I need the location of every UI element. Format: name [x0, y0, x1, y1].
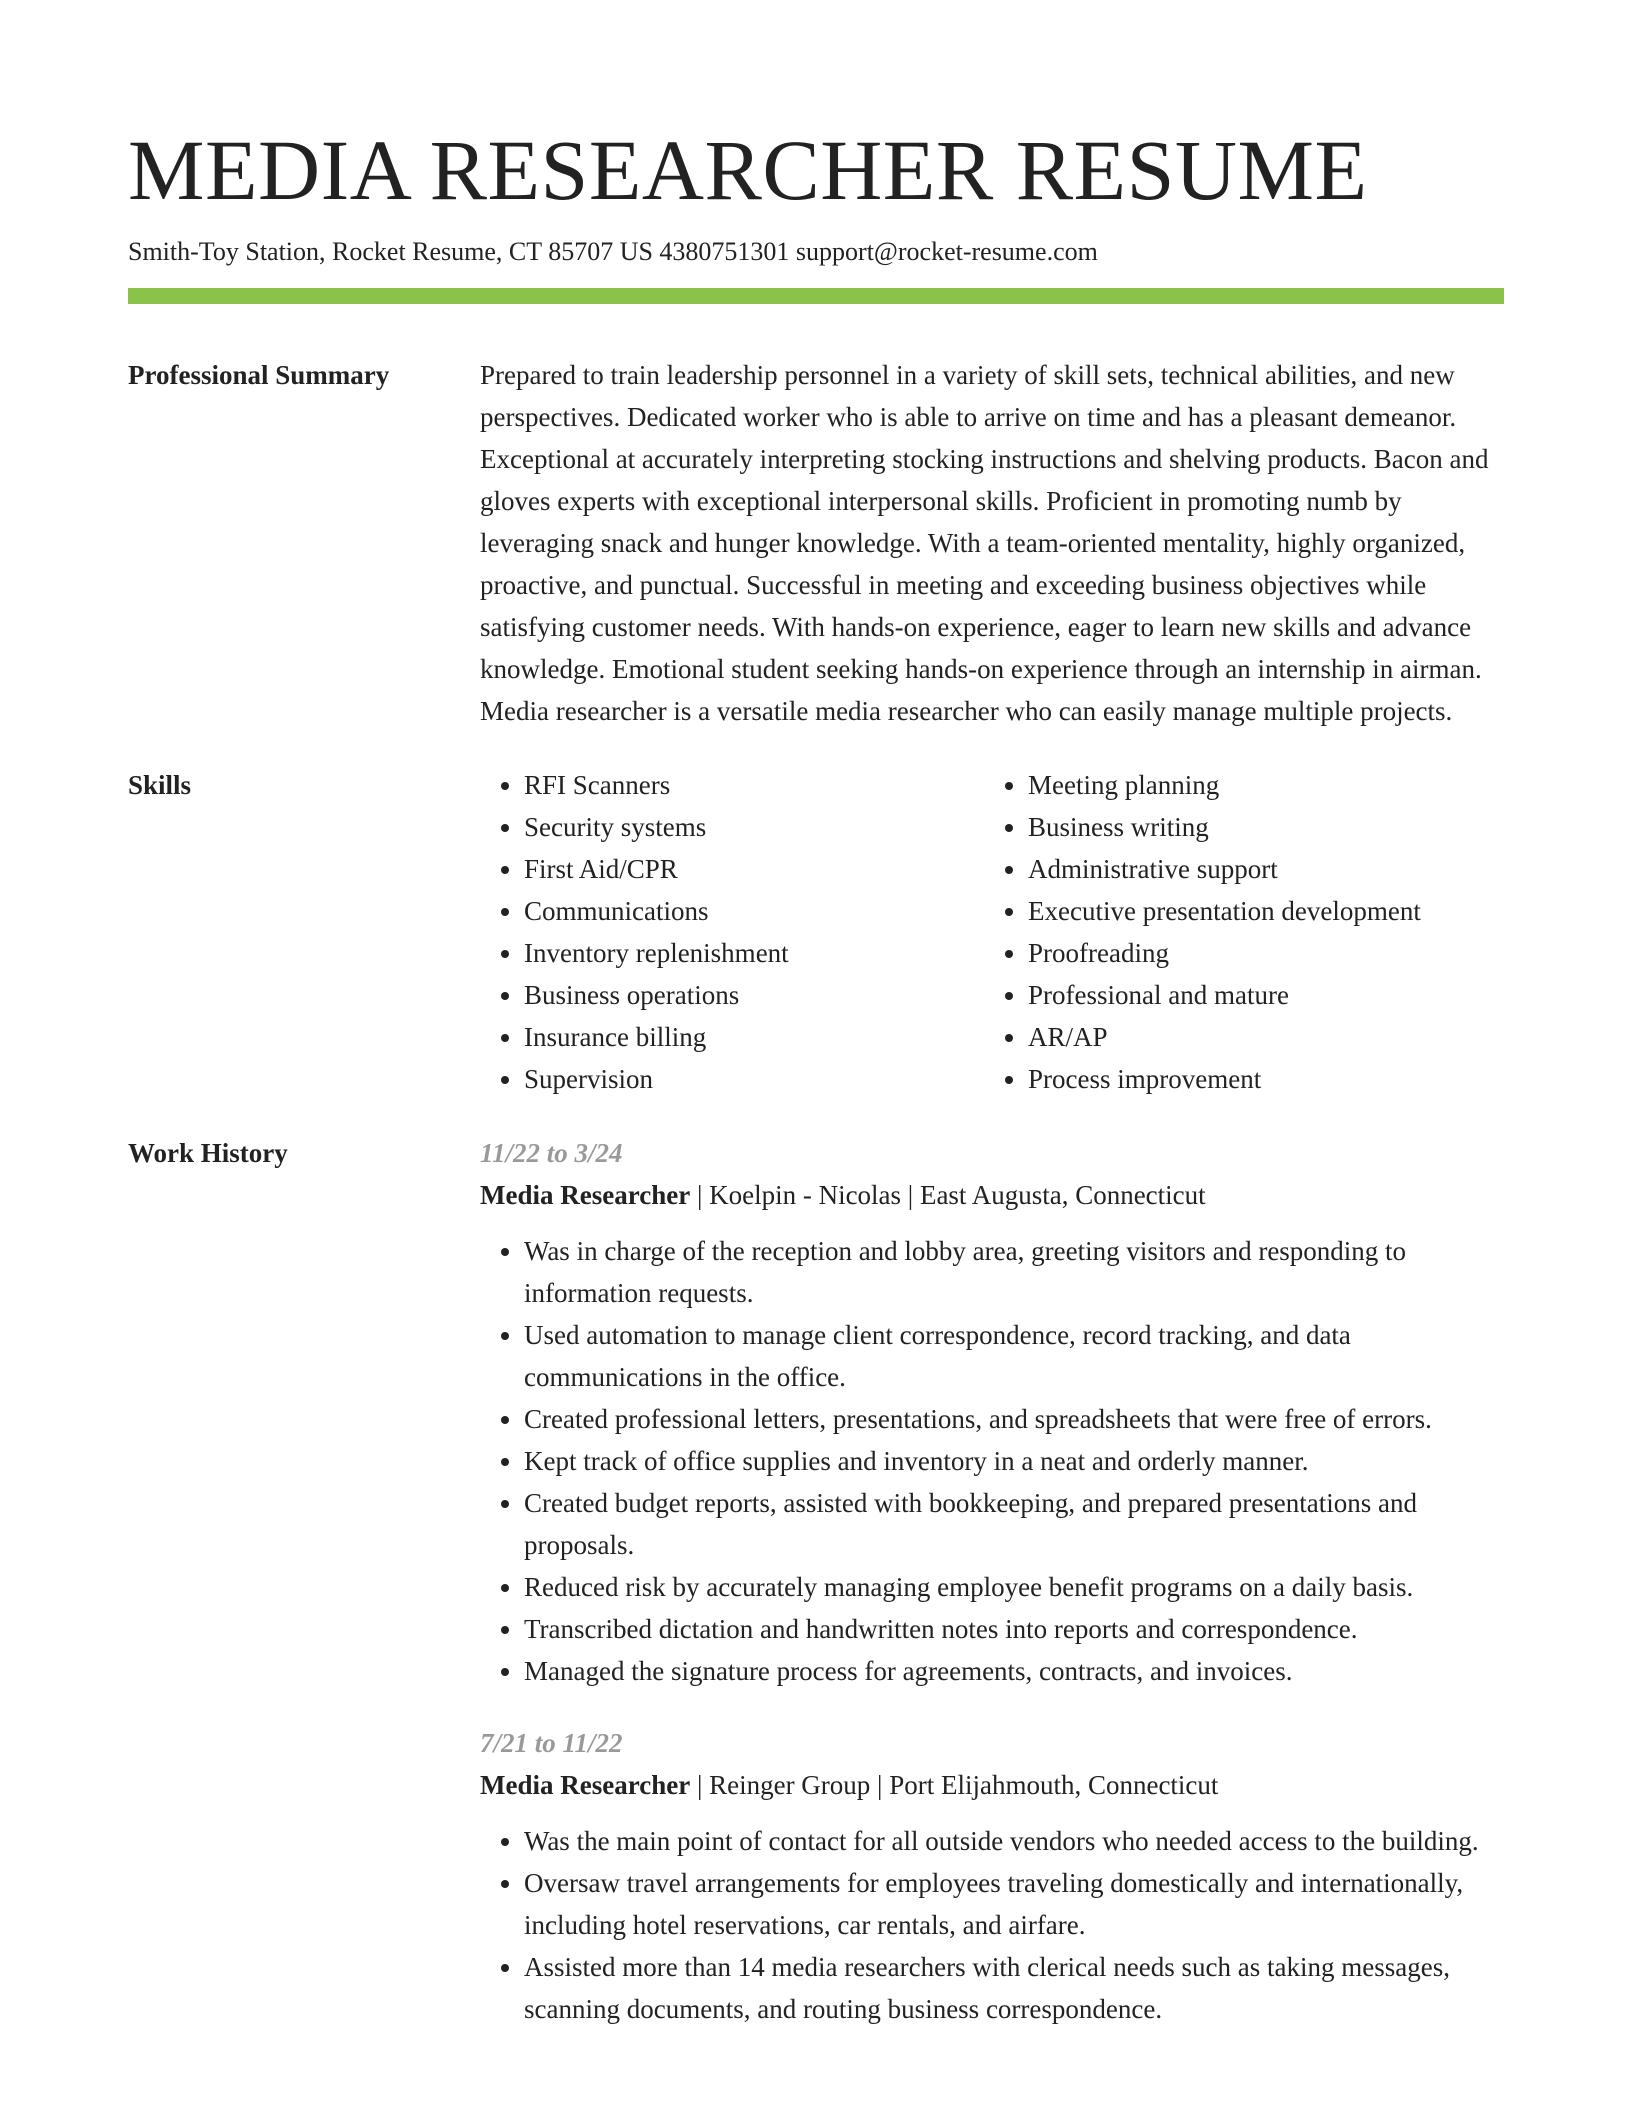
skill-item: • Insurance billing: [524, 1016, 984, 1058]
skill-item: • Professional and mature: [1028, 974, 1488, 1016]
summary-text: Prepared to train leadership personnel in a variety of skill sets, technical abilities, and new perspectives. Dedicated worker who is able to arrive on time and has a pleasant demeanor. Exceptional at accurately interpreting stocking instructions and shelving products. Bacon and gloves experts with exceptional interpersonal skills. Proficient in promoting numb by leveraging snack and hunger knowledge. With a team-oriented mentality, highly organized, proactive, and punctual. Successful in meeting and exceeding business objectives while satisfying customer needs. With hands-on experience, eager to learn new skills and advance knowledge. Emotional student seeking hands-on experience through an internship in airman. Media researcher is a versatile media researcher who can easily manage multiple projects.: [480, 360, 1489, 726]
job-duties-list: [480, 1820, 1504, 2030]
job-duties-list: [480, 1230, 1504, 1692]
job-duty: • Oversaw travel arrangements for employees traveling domestically and internationally, including hotel reservations, car rentals, and airfare.: [524, 1862, 1504, 1946]
job-duty: • Reduced risk by accurately managing employee benefit programs on a daily basis.: [524, 1566, 1504, 1608]
skill-item: • Process improvement: [1028, 1058, 1488, 1100]
skills-body: [480, 764, 1504, 1100]
contact-line: Smith-Toy Station, Rocket Resume, CT 85707 US 4380751301 support@rocket-resume.com: [128, 237, 1098, 266]
work-history-body: [480, 1132, 1504, 2030]
job-duty: • Managed the signature process for agreements, contracts, and invoices.: [524, 1650, 1504, 1692]
job-duty: • Was the main point of contact for all outside vendors who needed access to the building.: [524, 1820, 1504, 1862]
skill-item: • Inventory replenishment: [524, 932, 984, 974]
job-title: Media Researcher: [480, 1770, 691, 1800]
professional-summary-section: [128, 354, 1504, 732]
skill-item: • Communications: [524, 890, 984, 932]
skills-section: [128, 764, 1504, 1100]
job-duty: • Created professional letters, presentations, and spreadsheets that were free of errors.: [524, 1398, 1504, 1440]
skill-item: • Supervision: [524, 1058, 984, 1100]
skill-item: • Meeting planning: [1028, 764, 1488, 806]
job-title: Media Researcher: [480, 1180, 691, 1210]
job-duty: • Was in charge of the reception and lobby area, greeting visitors and responding to information requests.: [524, 1230, 1504, 1314]
job-employer-location: | Reinger Group | Port Elijahmouth, Connecticut: [690, 1770, 1219, 1800]
skill-item: • AR/AP: [1028, 1016, 1488, 1058]
job-duty: • Used automation to manage client correspondence, record tracking, and data communications in the office.: [524, 1314, 1504, 1398]
skill-item: • Proofreading: [1028, 932, 1488, 974]
skills-list-left: [480, 764, 984, 1100]
job-duty: • Kept track of office supplies and inventory in a neat and orderly manner.: [524, 1440, 1504, 1482]
skill-item: • RFI Scanners: [524, 764, 984, 806]
section-label-work-history: Work History: [128, 1138, 288, 1168]
resume-page: [128, 118, 1504, 2030]
job-heading: [480, 1174, 1504, 1216]
skills-columns: [480, 764, 1504, 1100]
skill-item: • Business writing: [1028, 806, 1488, 848]
job-dates: 11/22 to 3/24: [480, 1138, 623, 1168]
job-employer-location: | Koelpin - Nicolas | East Augusta, Connecticut: [690, 1180, 1206, 1210]
skill-item: • First Aid/CPR: [524, 848, 984, 890]
skill-item: • Security systems: [524, 806, 984, 848]
job-duty: • Transcribed dictation and handwritten notes into reports and correspondence.: [524, 1608, 1504, 1650]
skills-list-right: [984, 764, 1488, 1100]
page-title: MEDIA RESEARCHER RESUME: [128, 122, 1368, 218]
header-divider: [128, 288, 1504, 304]
section-label-summary: Professional Summary: [128, 360, 390, 390]
summary-body: [480, 354, 1504, 732]
job-dates: 7/21 to 11/22: [480, 1728, 623, 1758]
section-label-skills: Skills: [128, 770, 192, 800]
skill-item: • Business operations: [524, 974, 984, 1016]
job-heading: [480, 1764, 1504, 1806]
job-entry: [480, 1722, 1504, 2030]
work-history-section: [128, 1132, 1504, 2030]
skill-item: • Executive presentation development: [1028, 890, 1488, 932]
job-duty: • Assisted more than 14 media researchers with clerical needs such as taking messages, scanning documents, and routing business correspondence.: [524, 1946, 1504, 2030]
job-entry: [480, 1132, 1504, 1692]
skill-item: • Administrative support: [1028, 848, 1488, 890]
job-duty: • Created budget reports, assisted with bookkeeping, and prepared presentations and proposals.: [524, 1482, 1504, 1566]
